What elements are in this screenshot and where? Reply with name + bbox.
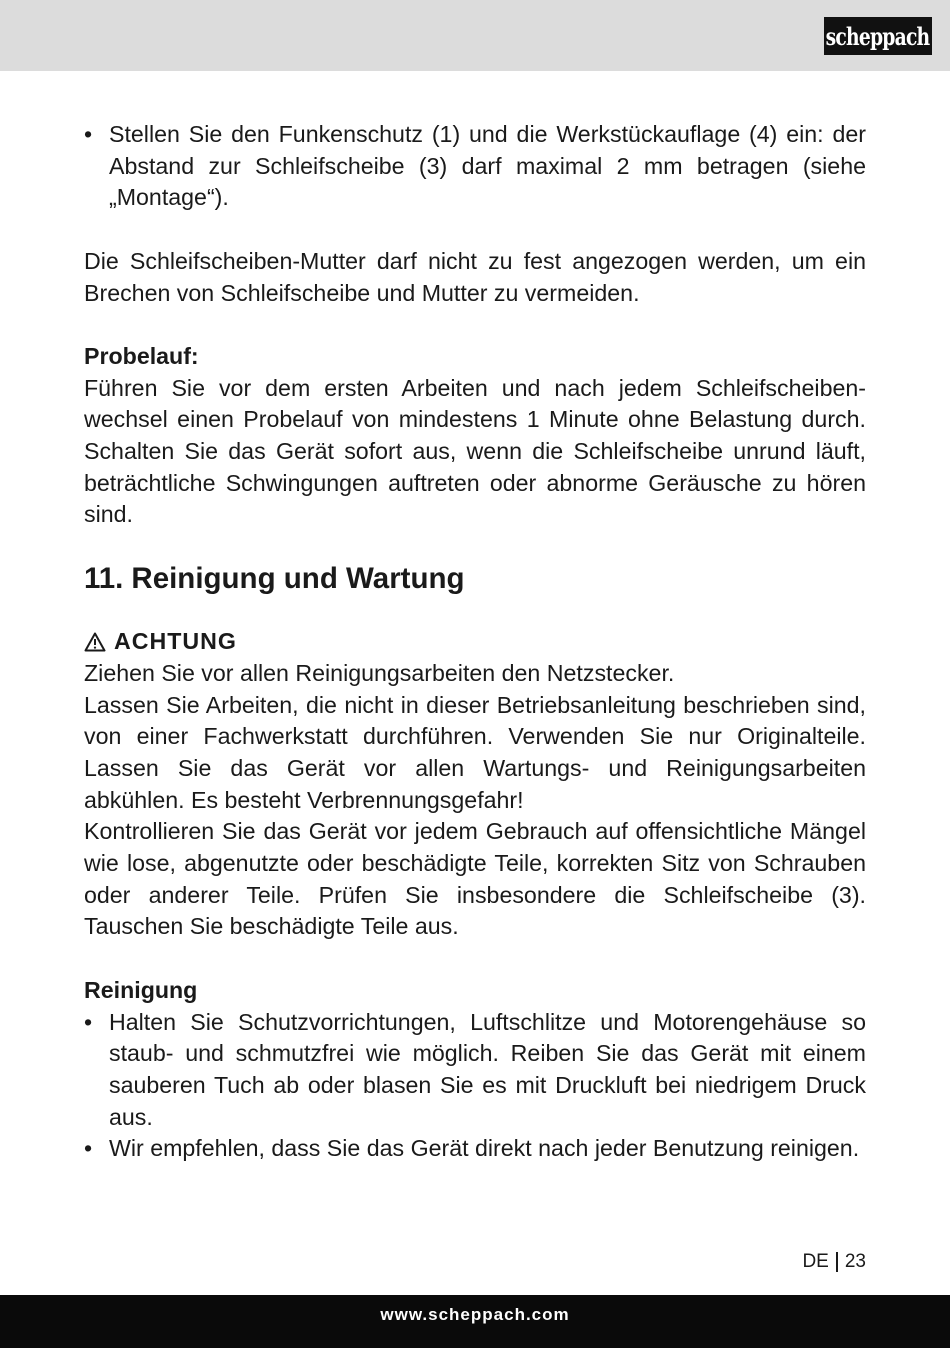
warning-text-3: Kontrollieren Sie das Gerät vor jedem Gebrauch auf offensichtliche Mängel wie lose, abgenutzte oder beschädigte Teile, korrekten Sitz von Schrauben oder anderer Teile. Prüfen Sie insbesondere die Schleifscheibe (3). Tauschen Sie beschädigte Teile aus. <box>84 818 866 940</box>
bullet-marker: • <box>84 121 93 147</box>
section-number: 11. <box>84 562 124 596</box>
warning-title <box>84 626 866 658</box>
bullet-text: Halten Sie Schutzvorrichtungen, Luftschlitze und Motorengehäuse so staub- und schmutzfrei wie möglich. Reiben Sie das Gerät mit einem sauberen Tuch ab oder blasen Sie es mit Druckluft bei niedrigem Druck aus. <box>109 1008 866 1130</box>
list-item <box>84 1133 866 1165</box>
bullet-text: Stellen Sie den Funkenschutz (1) und die Werkstückauflage (4) ein: der Abstand zur Schleifscheibe (3) darf maximal 2 mm betragen (siehe „Montage“). <box>109 121 866 211</box>
section-heading <box>84 559 866 599</box>
warning-text-2: Lassen Sie Arbeiten, die nicht in dieser Betriebsanleitung beschrieben sind, von einer Fachwerkstatt durchführen. Verwenden Sie nur Originalteile. Lassen Sie das Gerät vor allen Wartungs- und Reinigungsarbeiten abkühlen. Es besteht Verbrennungsgefahr! <box>84 691 866 813</box>
bullet-text: Wir empfehlen, dass Sie das Gerät direkt nach jeder Benutzung reinigen. <box>109 1135 860 1162</box>
page-language: DE <box>802 1251 829 1272</box>
warning-triangle-icon <box>84 632 106 652</box>
probelauf-paragraph: Führen Sie vor dem ersten Arbeiten und nach jedem Schleifscheibenwechsel einen Probelauf von mindestens 1 Minute ohne Belastung durch. Schalten Sie das Gerät sofort aus, wenn die Schleifscheibe unrund läuft, beträchtliche Schwingungen auftreten oder abnorme Geräusche zu hören sind. <box>84 374 866 528</box>
bullet-marker: • <box>84 1008 93 1035</box>
cleaning-heading: Reinigung <box>84 976 198 1003</box>
brand-logo: scheppach <box>824 17 932 55</box>
list-item <box>84 1007 866 1134</box>
warning-text-1: Ziehen Sie vor allen Reinigungsarbeiten den Netzstecker. <box>84 659 675 686</box>
page-number-divider <box>836 1252 838 1272</box>
page-number-value: 23 <box>844 1251 866 1272</box>
page-number <box>802 1251 866 1273</box>
warning-label: ACHTUNG <box>114 628 237 655</box>
footer-url: www.scheppach.com <box>380 1305 570 1324</box>
paragraph-nut-warning: Die Schleifscheiben-Mutter darf nicht zu fest angezogen werden, um ein Brechen von Schleifscheibe und Mutter zu vermeiden. <box>84 247 866 306</box>
section-title: Reinigung und Wartung <box>131 562 465 596</box>
list-item <box>84 119 866 214</box>
probelauf-heading: Probelauf: <box>84 342 199 369</box>
page-content <box>84 119 866 1165</box>
bullet-marker: • <box>84 1135 93 1162</box>
header-band <box>0 0 950 71</box>
